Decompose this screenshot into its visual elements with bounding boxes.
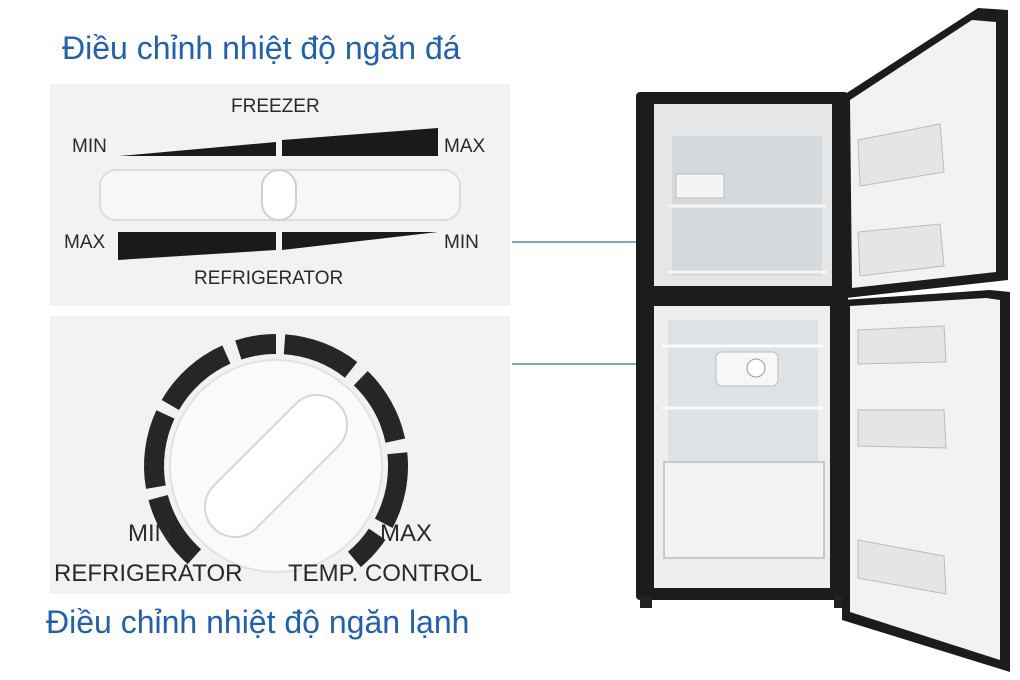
dial-max-label: MAX: [380, 520, 433, 547]
freezer-label: FREEZER: [231, 96, 320, 117]
crisper-drawer: [664, 462, 824, 558]
top-max-label: MAX: [444, 136, 486, 157]
dial-refrigerator-caption: REFRIGERATOR: [54, 560, 243, 587]
freezer-adjust-caption: Điều chỉnh nhiệt độ ngăn đá: [62, 30, 461, 66]
fridge-adjust-caption: Điều chỉnh nhiệt độ ngăn lạnh: [46, 604, 470, 640]
fridge-door-bin-1: [858, 326, 946, 364]
refrigerator-label: REFRIGERATOR: [194, 268, 344, 289]
dial-min-label: MIN: [128, 520, 172, 547]
fridge-door-bin-2: [858, 410, 946, 448]
fridge-dial: [747, 359, 765, 377]
dial-temp-control-caption: TEMP. CONTROL: [288, 560, 483, 587]
bottom-max-label: MAX: [64, 232, 106, 253]
top-min-label: MIN: [72, 136, 107, 157]
ice-tray: [676, 174, 724, 198]
fridge-foot-left: [640, 596, 652, 608]
bottom-min-label: MIN: [444, 232, 479, 253]
